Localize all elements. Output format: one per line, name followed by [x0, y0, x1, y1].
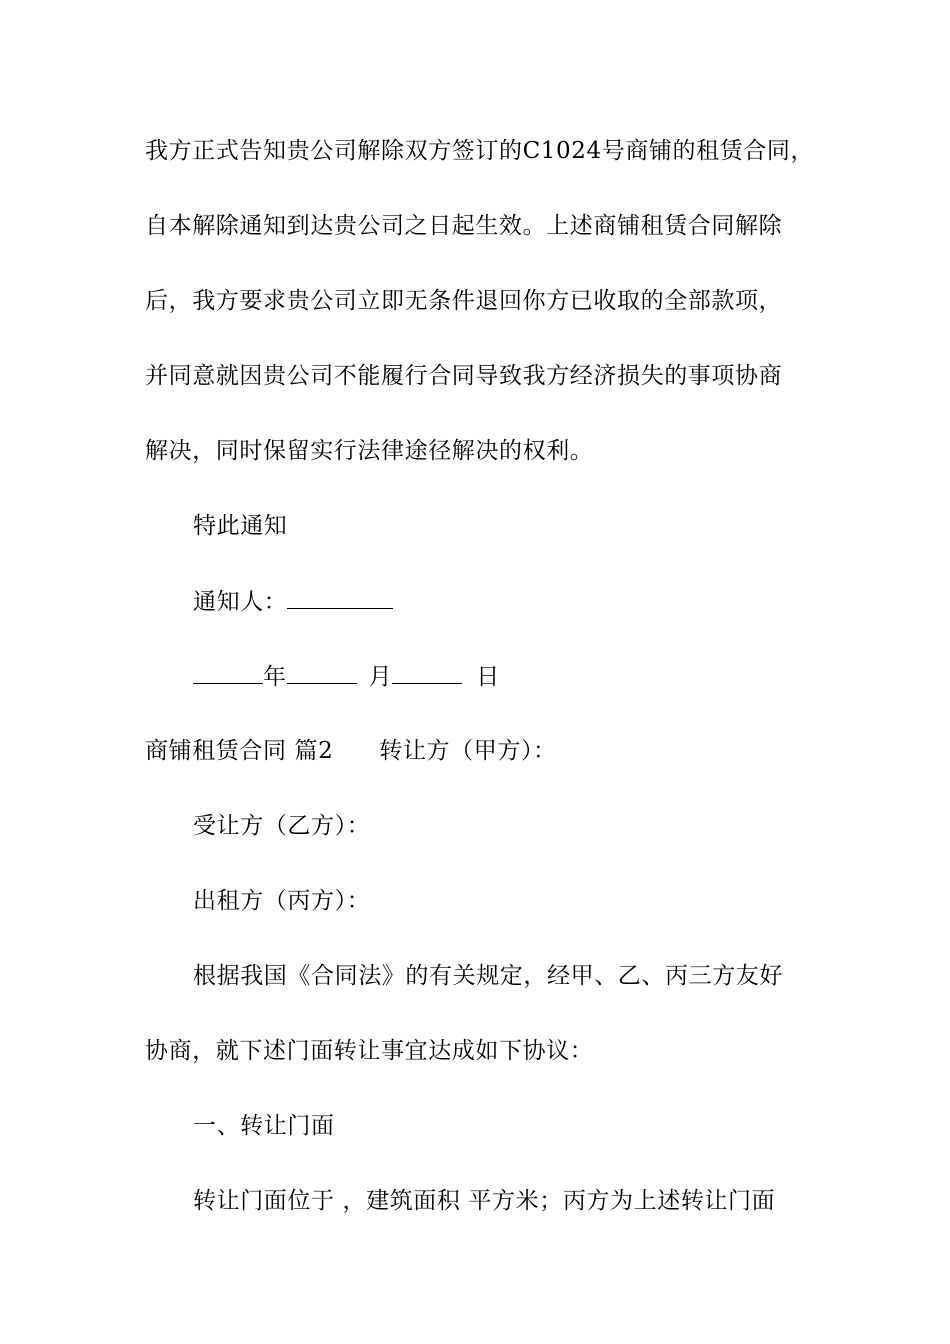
party-c-label: 出租方（丙方）： — [193, 888, 371, 914]
month-label: 月 — [368, 664, 393, 690]
year-blank — [193, 661, 263, 684]
party-a-label: 转让方（甲方）： — [379, 738, 557, 764]
paragraph-line-2: 自本解除通知到达贵公司之日起生效。上述商铺租赁合同解除 — [145, 213, 783, 239]
paragraph-line-4: 并同意就因贵公司不能履行合同导致我方经济损失的事项协商 — [145, 363, 783, 389]
day-label: 日 — [476, 664, 500, 690]
notifier-line — [193, 586, 893, 617]
paragraph-line-5: 解决，同时保留实行法律途径解决的权利。 — [145, 438, 594, 464]
intro-line-1: 根据我国《合同法》的有关规定，经甲、乙、丙三方友好 — [193, 963, 783, 989]
year-label: 年 — [263, 664, 287, 690]
month-blank — [287, 661, 357, 684]
item1-title: 一、转让门面 — [193, 1113, 335, 1139]
party-b-label: 受让方（乙方）： — [193, 813, 371, 839]
item1-text: 转让门面位于 ，建筑面积 平方米；丙方为上述转让门面 — [193, 1188, 776, 1214]
notifier-blank — [287, 586, 393, 609]
section2-heading: 商铺租赁合同 篇2 — [145, 738, 334, 764]
section2-heading-line — [145, 736, 845, 766]
notice-closing: 特此通知 — [193, 513, 288, 539]
intro-line-2: 协商，就下述门面转让事宜达成如下协议： — [145, 1038, 594, 1064]
date-line — [193, 661, 893, 692]
paragraph-line-3: 后，我方要求贵公司立即无条件退回你方已收取的全部款项， — [145, 288, 783, 314]
notifier-label: 通知人： — [193, 589, 288, 615]
day-blank — [392, 661, 462, 684]
paragraph-line-1: 我方正式告知贵公司解除双方签订的C1024号商铺的租赁合同， — [145, 138, 815, 164]
